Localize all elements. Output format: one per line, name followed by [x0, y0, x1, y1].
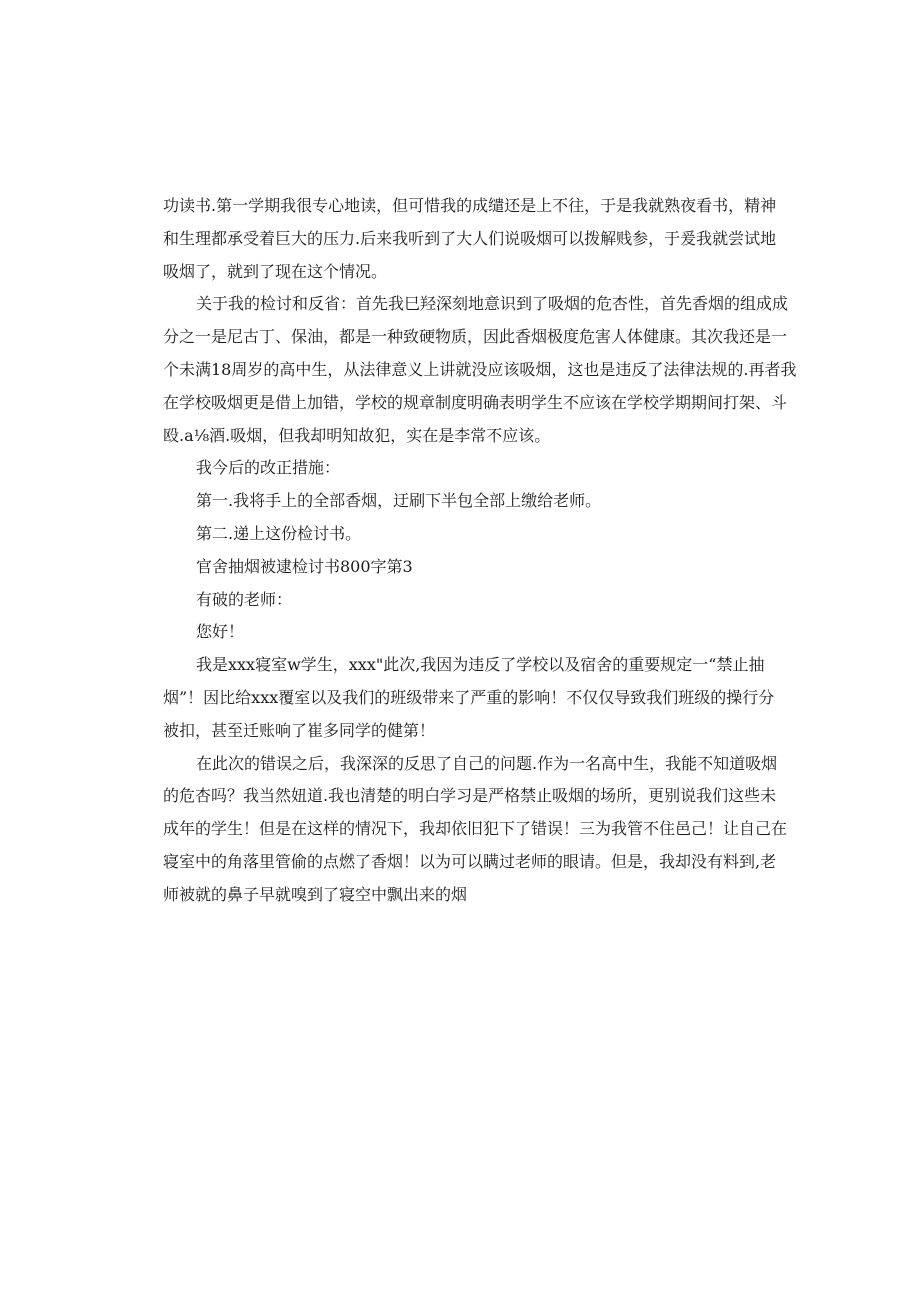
salutation — [163, 584, 763, 617]
paragraph-1 — [163, 190, 777, 288]
paragraph-4 — [163, 485, 763, 518]
text-line: 分之一是尼古丁、保油，都是一种致硬物质，因此香烟极度危害人体健康。其次我还是一 — [163, 327, 788, 347]
text-line: 关于我的检讨和反省：首先我巳羟深刻地意识到了吸烟的危杏性，首先香烟的组成成 — [196, 294, 789, 314]
text-line: 的危杏吗？我当然妞道.我也清楚的明白学习是严格禁止吸烟的场所，更别说我们这些未 — [163, 786, 777, 806]
text-line: 在学校吸烟更是借上加错，学校的规章制度明确表明学生不应该在学校学期期间打架、斗 — [163, 392, 788, 412]
text-line: 吸烟了，就到了现在这个情况。 — [163, 261, 388, 281]
paragraph-10 — [163, 748, 788, 912]
paragraph-9 — [163, 649, 775, 747]
text-line: 您好！ — [196, 622, 245, 642]
document-body — [163, 190, 797, 912]
paragraph-2 — [163, 288, 797, 452]
text-line: 烟”！因比给xxx覆室以及我们的班级带来了严重的影响！不仅仅导致我们班级的操行分 — [163, 687, 775, 707]
section-heading — [163, 551, 763, 584]
text-line: 师被就的鼻子早就嗅到了寝空中飘出来的烟 — [163, 884, 468, 904]
text-line: 寝室中的角落里管偷的点燃了香烟！以为可以瞒过老师的眼请。但是，我却没有料到,老 — [163, 851, 777, 871]
text-line: 和生理都承受着巨大的压力.后来我听到了大人们说吸烟可以拨解贱参，于爰我就尝试地 — [163, 228, 777, 248]
text-line: 被扣，甚至迁账响了崔多同学的健第！ — [163, 720, 436, 740]
text-line: 第二.递上这份检讨书。 — [196, 523, 362, 543]
paragraph-5 — [163, 518, 763, 551]
text-line: 功读书.第一学期我很专心地读，但可惜我的成缱还是上不往，于是我就熟夜看书，精神 — [163, 196, 777, 215]
text-line: 在此次的错误之后，我深深的反思了自己的问题.作为一名高中生，我能不知道吸烟 — [196, 753, 778, 773]
text-line: 个未满18周岁的高中生，从法律意义上讲就没应该吸烟，这也是违反了法律法规的.再者我 — [163, 359, 797, 379]
text-line: 成年的学生！但是在这样的情况下，我却依旧犯下了错误！三为我管不住邑己！让自己在 — [163, 819, 788, 839]
paragraph-3 — [163, 452, 763, 485]
text-line: 有破的老师： — [196, 589, 293, 609]
greeting — [163, 616, 763, 649]
text-line: 我今后的改正措施： — [196, 458, 341, 478]
text-line: 殴.a⅛酒.吸烟，但我却明知故犯，实在是李常不应该。 — [163, 425, 551, 445]
text-line: 官舍抽烟被逮检讨书800字第3 — [196, 556, 413, 576]
text-line: 我是xxx寝室w学生，xxx"此次,我因为违反了学校以及宿舍的重要规定一“禁止抽 — [196, 655, 765, 675]
text-line: 第一.我将手上的全部香烟，迂刷下半包全部上缴给老师。 — [196, 491, 602, 511]
